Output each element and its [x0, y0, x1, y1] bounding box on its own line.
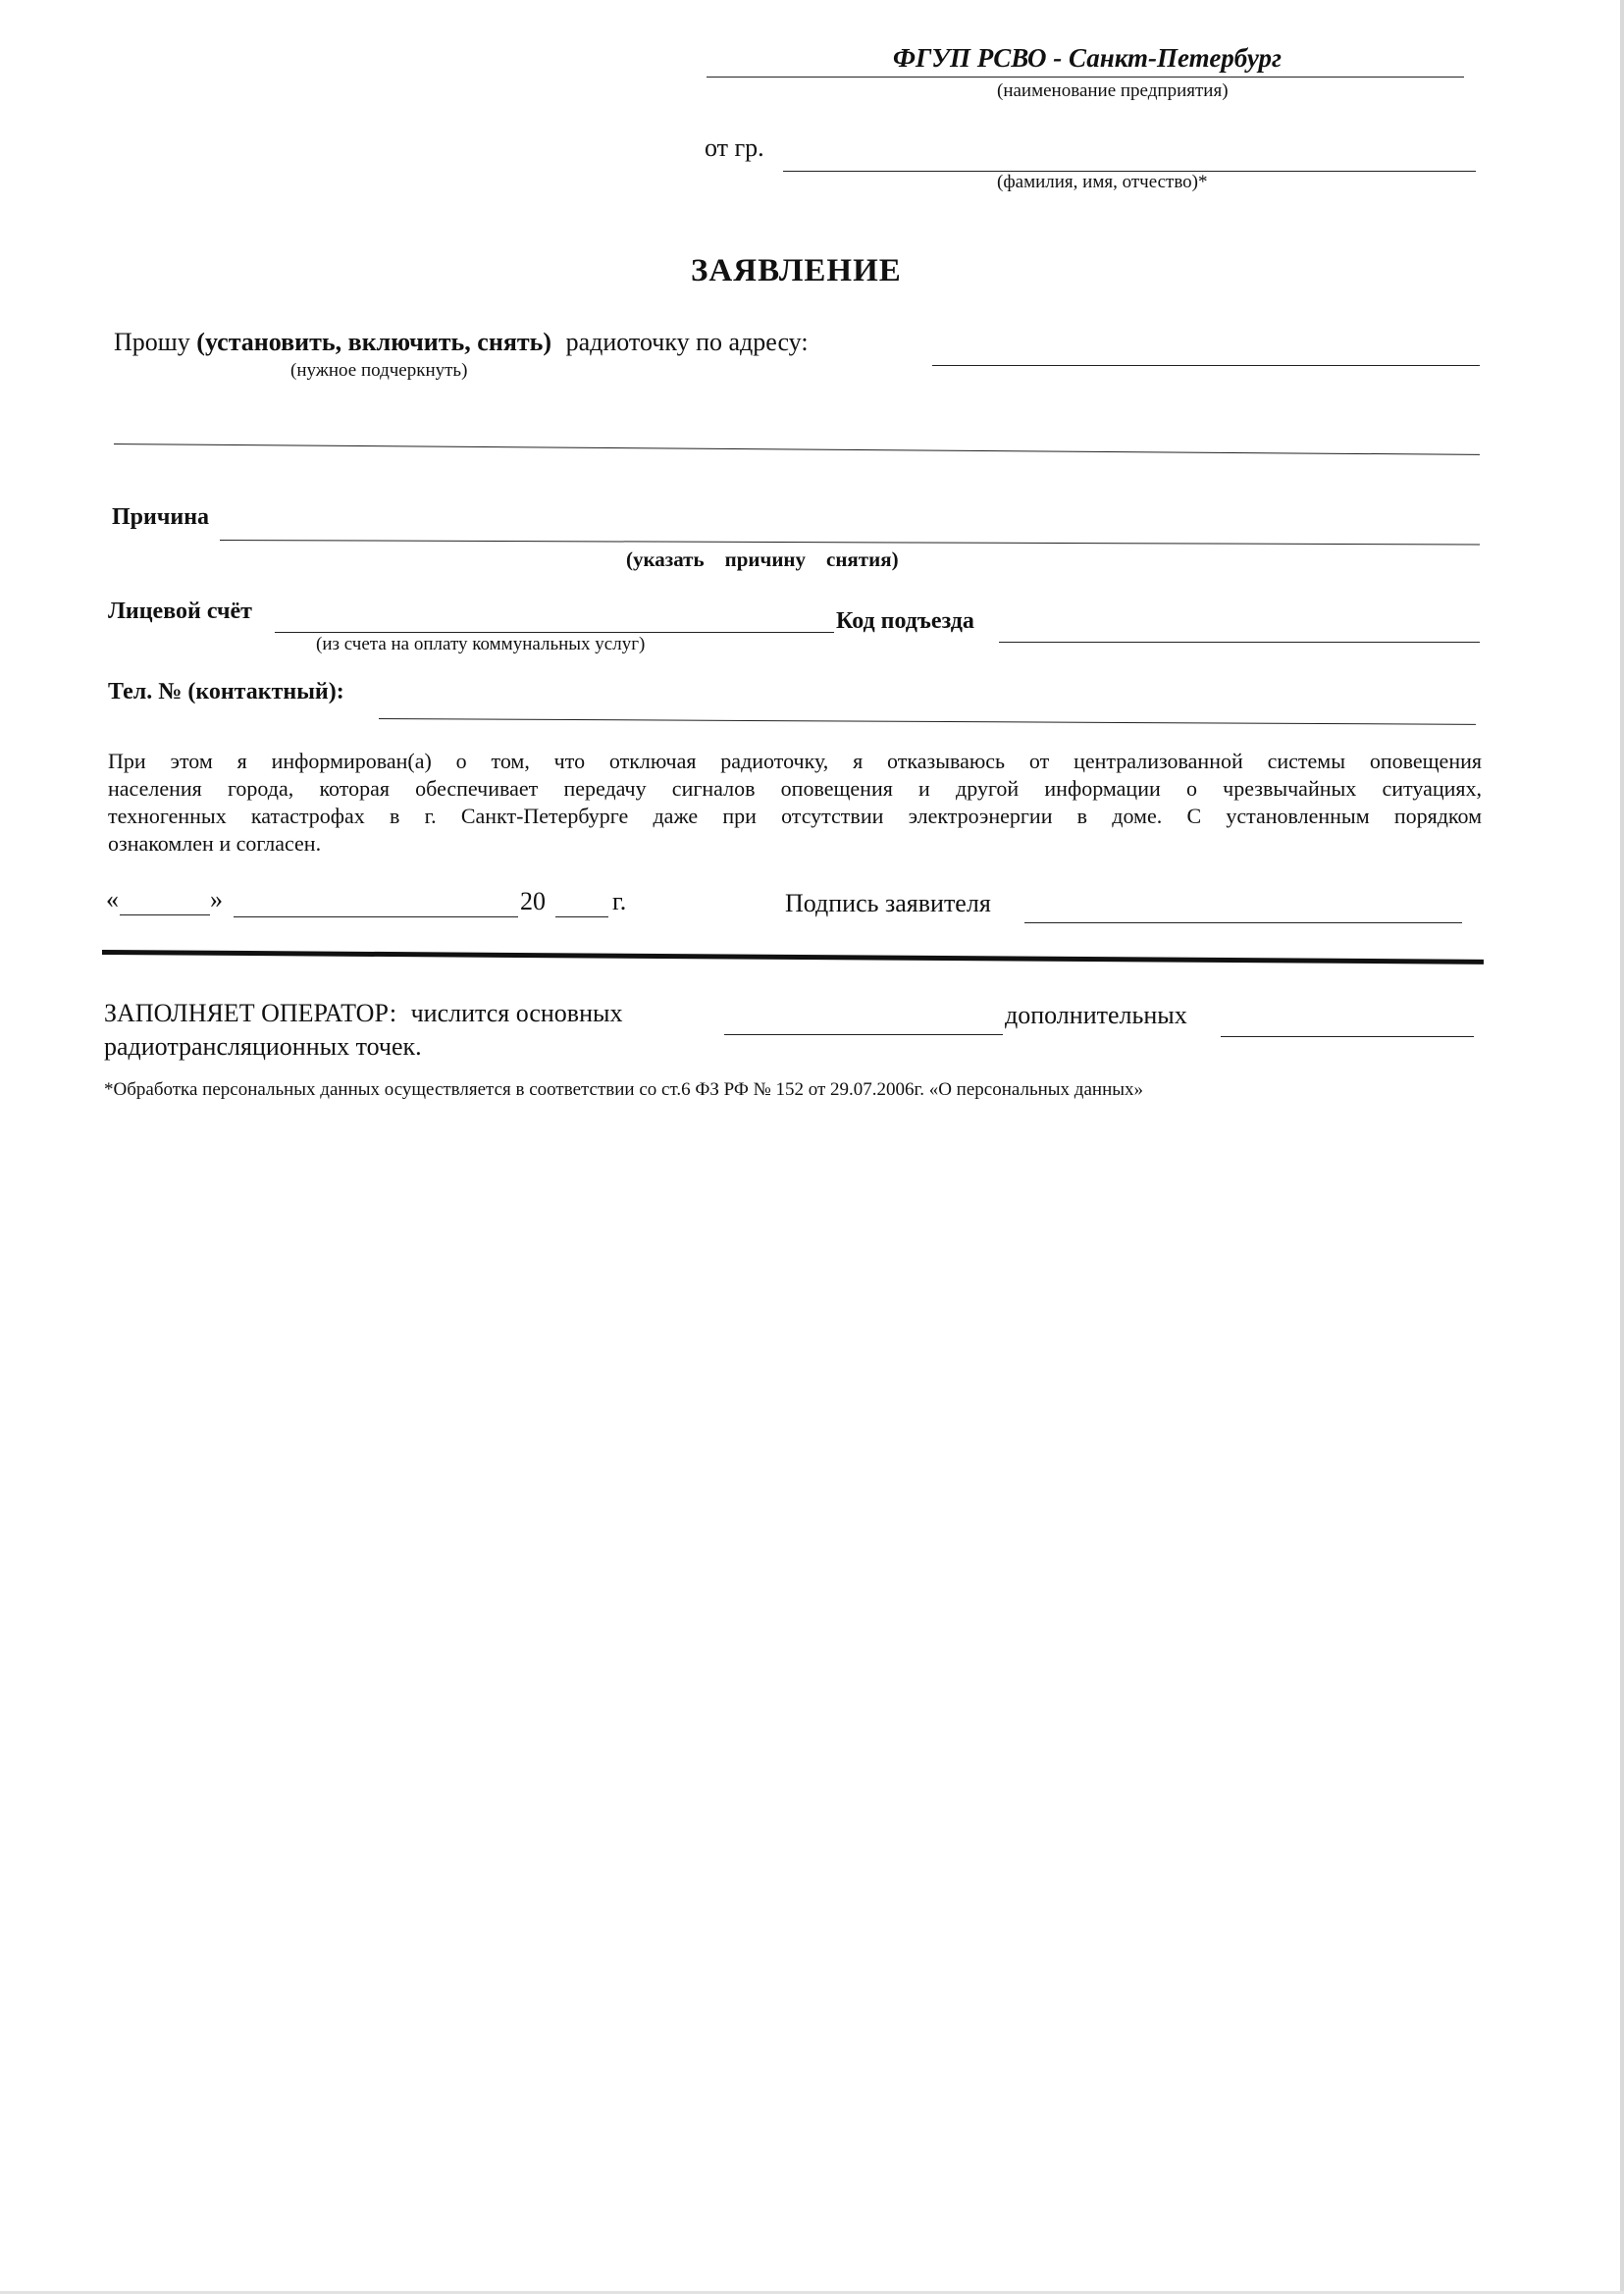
operator-main-label: числится основных	[410, 999, 623, 1027]
operator-label: ЗАПОЛНЯЕТ ОПЕРАТОР:	[104, 999, 397, 1027]
notice-line: техногенных катастрофах в г. Санкт-Петербурге даже при отсутствии электроэнергии в доме. С установленным порядком	[108, 804, 1482, 828]
scan-edge-right	[1620, 0, 1624, 2294]
request-prefix: Прошу	[114, 328, 197, 356]
notice-paragraph	[108, 748, 1482, 858]
date-year-field[interactable]	[555, 916, 608, 917]
organization-line	[707, 77, 1464, 78]
notice-line: населения города, которая обеспечивает передачу сигналов оповещения и другой информации о чрезвычайных ситуациях,	[108, 776, 1482, 801]
notice-line: При этом я информирован(а) о том, что отключая радиоточку, я отказываюсь от централизованной системы оповещения	[108, 749, 1482, 773]
operator-main-count-field[interactable]	[724, 1034, 1003, 1035]
from-label: от гр.	[705, 133, 764, 162]
account-field[interactable]	[275, 632, 834, 633]
date-day-field[interactable]	[120, 914, 210, 915]
date-year-suffix: г.	[612, 887, 627, 915]
signature-label: Подпись заявителя	[785, 889, 991, 917]
operator-line	[104, 999, 622, 1028]
date-open-quote: «	[106, 885, 119, 913]
entrance-code-field[interactable]	[999, 642, 1480, 643]
notice-line: ознакомлен и согласен.	[108, 831, 322, 856]
signature-field[interactable]	[1024, 922, 1462, 923]
date-year-prefix: 20	[520, 887, 546, 915]
footnote: *Обработка персональных данных осуществляется в соответствии со ст.6 ФЗ РФ № 152 от 29.07.2006г. «О персональных данных»	[104, 1079, 1143, 1100]
request-line	[114, 328, 809, 357]
account-label: Лицевой счёт	[108, 599, 252, 624]
organization-caption: (наименование предприятия)	[997, 80, 1229, 101]
date-month-field[interactable]	[234, 916, 518, 917]
date-close-quote: »	[210, 885, 223, 913]
document-title: ЗАЯВЛЕНИЕ	[691, 253, 902, 288]
address-field-line2[interactable]	[114, 443, 1480, 455]
request-suffix: радиоточку по адресу:	[565, 328, 809, 356]
request-options-caption: (нужное подчеркнуть)	[290, 360, 468, 381]
request-options[interactable]: (установить, включить, снять)	[196, 328, 552, 356]
operator-extra-label: дополнительных	[1005, 1001, 1187, 1029]
reason-label: Причина	[112, 504, 210, 530]
operator-extra-count-field[interactable]	[1221, 1036, 1474, 1037]
account-caption: (из счета на оплату коммунальных услуг)	[316, 634, 646, 654]
organization-name: ФГУП РСВО - Санкт-Петербург	[893, 43, 1283, 73]
reason-caption: (указать причину снятия)	[626, 547, 899, 571]
reason-field[interactable]	[220, 540, 1480, 545]
from-caption: (фамилия, имя, отчество)*	[997, 172, 1208, 192]
section-divider	[102, 950, 1484, 965]
entrance-label: Код подъезда	[836, 608, 974, 634]
phone-label: Тел. № (контактный):	[108, 679, 344, 704]
operator-second-line: радиотрансляционных точек.	[104, 1032, 422, 1061]
address-field[interactable]	[932, 365, 1480, 366]
phone-field[interactable]	[379, 718, 1476, 725]
